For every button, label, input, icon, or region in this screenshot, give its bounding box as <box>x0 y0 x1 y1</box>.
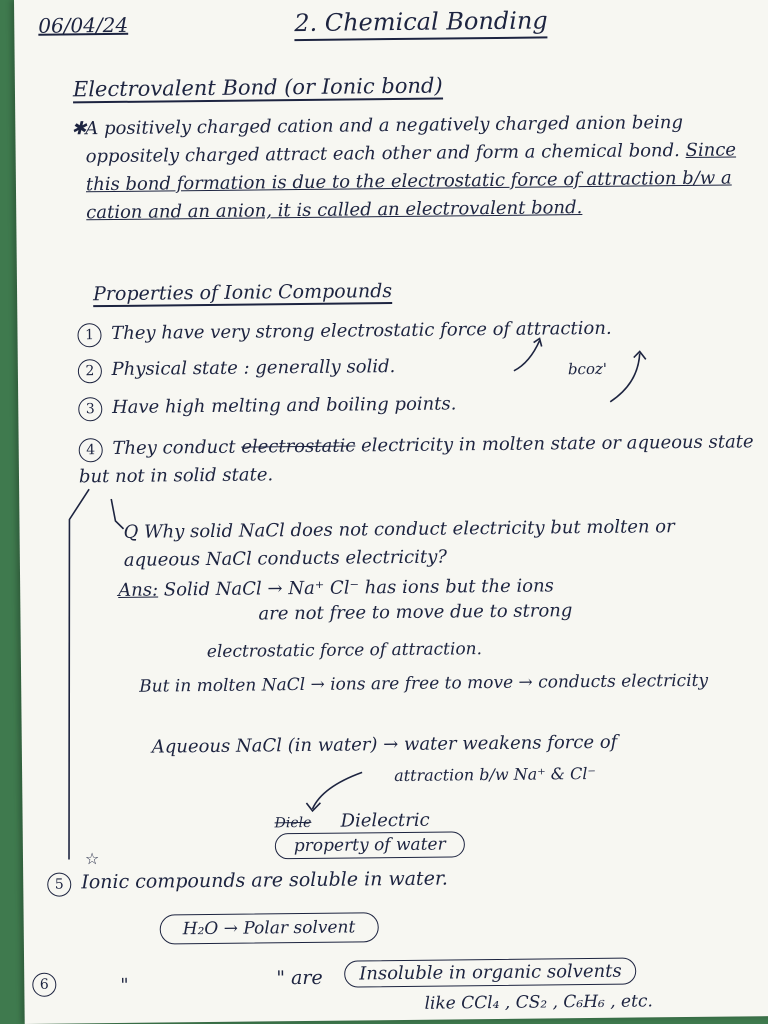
property-2-text: Physical state : generally solid. <box>111 356 396 380</box>
definition-part1: A positively charged cation and a negatively charged anion being oppositely charged attract each other and form a chemical bond. <box>85 112 684 168</box>
answer-label: Ans: <box>118 579 159 601</box>
property-3-text: Have high melting and boiling points. <box>111 393 457 418</box>
answer-line-1 <box>118 572 554 605</box>
page-title: 2. Chemical Bonding <box>294 6 548 41</box>
property-2-number: 2 <box>78 359 102 383</box>
property-4-number: 4 <box>79 438 103 462</box>
aqueous-note-2: attraction b/w Na⁺ & Cl⁻ <box>394 763 596 786</box>
property-5 <box>47 868 448 897</box>
polar-solvent-bubble: H₂O → Polar solvent <box>160 912 379 944</box>
insoluble-bubble: Insoluble in organic solvents <box>344 958 637 988</box>
property-6 <box>32 970 60 997</box>
property-4 <box>79 428 768 491</box>
asterisk-icon: ✱ <box>71 118 87 140</box>
molten-note: But in molten NaCl → ions are free to move → conducts electricity <box>139 670 709 697</box>
property-3-number: 3 <box>78 397 102 421</box>
star-icon: ☆ <box>84 849 100 869</box>
property-of-water-bubble: property of water <box>275 831 465 859</box>
ditto-mark-1: " <box>120 974 129 996</box>
property-1-text: They have very strong electrostatic force of attraction. <box>111 317 612 344</box>
properties-heading: Properties of Ionic Compounds <box>92 280 393 306</box>
answer-text-1: Solid NaCl → Na⁺ Cl⁻ has ions but the ions <box>163 575 554 601</box>
property-5-number: 5 <box>47 872 71 896</box>
property-6-number: 6 <box>32 973 56 997</box>
arrow-mp-to-bcoz <box>610 353 641 401</box>
notebook-page <box>14 0 768 1024</box>
property-3 <box>78 393 456 421</box>
dielectric-label: Dielectric <box>340 809 430 832</box>
dielectric-strike: Diele <box>274 814 312 832</box>
date: 06/04/24 <box>38 12 129 38</box>
property-5-text: Ionic compounds are soluble in water. <box>81 867 449 894</box>
arrow-solid-to-force <box>514 341 540 371</box>
because-note: bcoz' <box>567 359 608 379</box>
property-1 <box>77 318 611 348</box>
property-4-pre: They conduct <box>112 436 236 459</box>
definition-part2: Since this bond formation is due to the electrostatic force of attraction b/w a cation and an anion, it is called an electrovalent bond. <box>85 139 737 224</box>
ditto-mark-2: " are <box>276 966 323 990</box>
section-heading: Electrovalent Bond (or Ionic bond) <box>72 73 443 102</box>
property-4-strike: electrostatic <box>241 435 356 458</box>
solvent-examples: like CCl₄ , CS₂ , C₆H₆ , etc. <box>424 991 653 1014</box>
definition <box>71 108 766 227</box>
arrow-to-question <box>111 499 123 529</box>
arrow-head-3 <box>306 803 320 811</box>
question: Q Why solid NaCl does not conduct electricity but molten or aqueous NaCl conducts electricity? <box>123 516 675 571</box>
answer-line-2: are not free to move due to strong <box>258 600 573 625</box>
arrow-to-dielectric <box>312 772 362 809</box>
aqueous-note-1: Aqueous NaCl (in water) → water weakens force of <box>151 731 618 758</box>
property-2 <box>78 356 396 383</box>
answer-line-3: electrostatic force of attraction. <box>206 639 483 663</box>
bracket-line <box>65 489 93 859</box>
arrow-head-2 <box>634 351 646 359</box>
property-1-number: 1 <box>77 323 101 347</box>
property-4-post: electricity in molten state or aqueous state but not in solid state. <box>78 431 754 488</box>
